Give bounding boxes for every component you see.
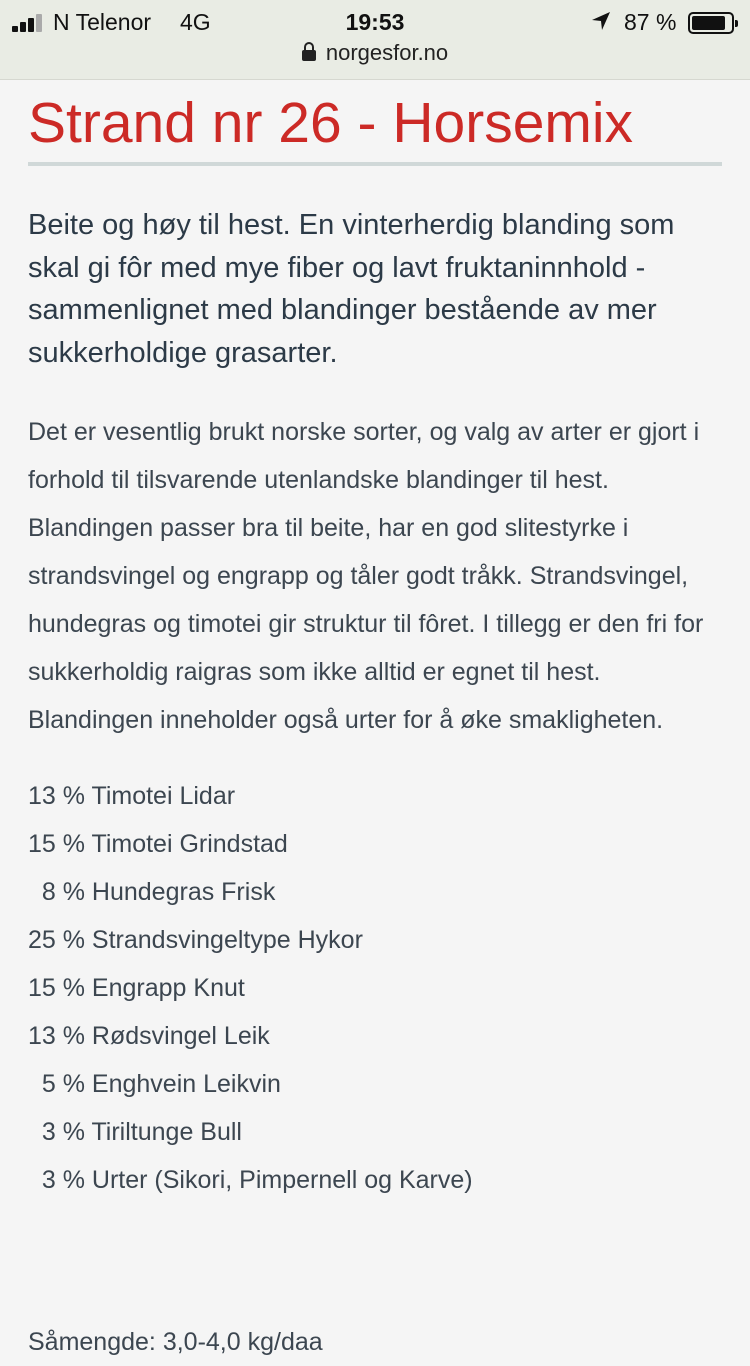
page-title: Strand nr 26 - Horsemix	[28, 91, 634, 155]
network-type: 4G	[180, 9, 211, 35]
list-item: 13 % Timotei Lidar	[28, 782, 236, 810]
list-item: 15 % Engrapp Knut	[28, 974, 245, 1002]
status-bar	[0, 6, 750, 36]
address-bar[interactable]	[0, 40, 750, 70]
title-divider	[28, 162, 722, 166]
seed-rate-line: Såmengde: 3,0-4,0 kg/daa	[28, 1328, 323, 1356]
url-text[interactable]: norgesfor.no	[325, 40, 449, 65]
list-item: 3 % Urter (Sikori, Pimpernell og Karve)	[28, 1166, 473, 1194]
list-item: 25 % Strandsvingeltype Hykor	[28, 926, 363, 954]
browser-top-bar	[0, 0, 750, 80]
location-arrow-icon	[590, 10, 612, 32]
seed-mix-list	[28, 772, 722, 1204]
list-item: 15 % Timotei Grindstad	[28, 830, 288, 858]
article	[28, 88, 722, 1204]
list-item: 13 % Rødsvingel Leik	[28, 1022, 270, 1050]
lead-paragraph: Beite og høy til hest. En vinterherdig blanding som skal gi fôr med mye fiber og lavt fruktaninnhold - sammenlignet med blandinger bestående av mer sukkerholdige grasarter.	[28, 209, 675, 369]
battery-fill	[692, 16, 725, 30]
clock: 19:53	[345, 9, 405, 35]
battery-icon	[688, 12, 734, 34]
lock-icon	[302, 45, 316, 61]
battery-percent: 87 %	[624, 9, 677, 35]
list-item: 3 % Tiriltunge Bull	[28, 1118, 242, 1146]
body-paragraph: Det er vesentlig brukt norske sorter, og valg av arter er gjort i forhold til tilsvarende utenlandske blandinger til hest. Blandingen passer bra til beite, har en god slitestyrke i strandsvingel og engrapp og tåler godt tråkk. Strandsvingel, hundegras og timotei gir struktur til fôret. I tillegg er den fri for sukkerholdig raigras som ikke alltid er egnet til hest. Blandingen inneholder også urter for å øke smakligheten.	[28, 418, 704, 734]
list-item: 5 % Enghvein Leikvin	[28, 1070, 281, 1098]
carrier-name: N Telenor	[53, 9, 152, 35]
list-item: 8 % Hundegras Frisk	[28, 878, 276, 906]
